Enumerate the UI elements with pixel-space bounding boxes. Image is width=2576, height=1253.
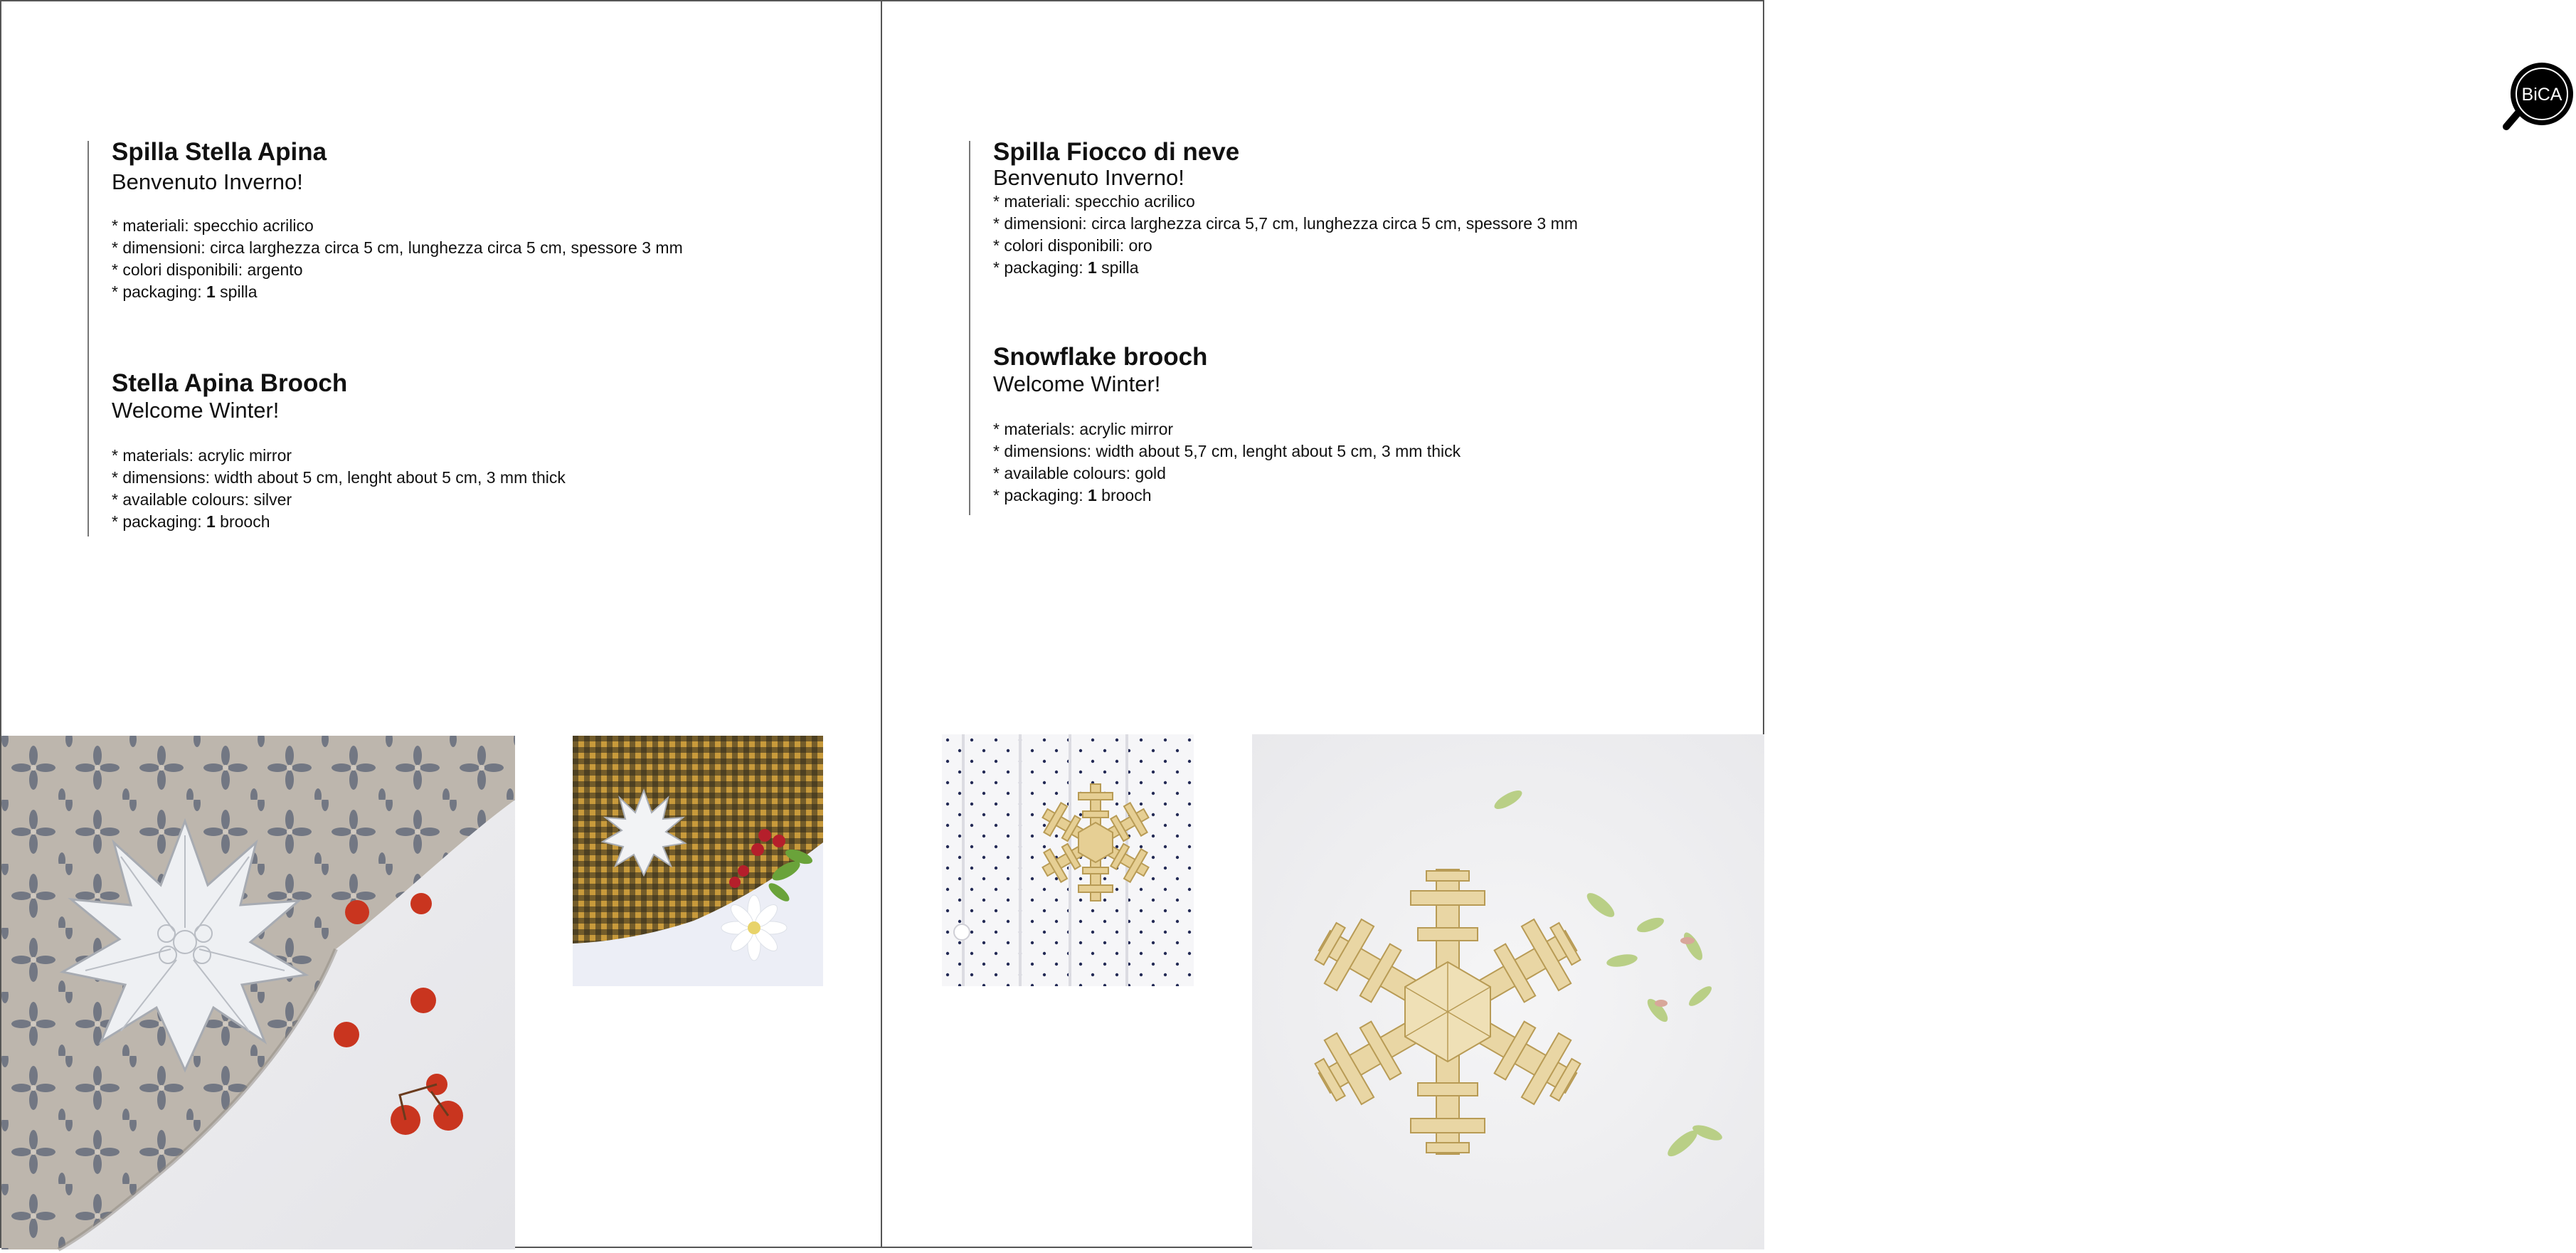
stella-it-specs <box>112 215 683 303</box>
photo-stella-plaid <box>573 736 823 986</box>
spec-packaging: * packaging: 1 brooch <box>993 486 1152 504</box>
spec-packaging: * packaging: 1 spilla <box>112 282 258 301</box>
spec-dimensions: * dimensions: width about 5 cm, lenght about 5 cm, 3 mm thick <box>112 468 566 487</box>
spec-materials: * materiali: specchio acrilico <box>993 192 1195 211</box>
photo-snowflake-leaves <box>1252 734 1764 1249</box>
stella-it-title: Spilla Stella Apina <box>112 138 327 166</box>
stella-it-subtitle: Benvenuto Inverno! <box>112 169 303 194</box>
spec-colours: * colori disponibili: oro <box>993 236 1152 255</box>
stella-en-subtitle: Welcome Winter! <box>112 398 280 423</box>
spec-colours: * available colours: silver <box>112 490 292 509</box>
logo-text: BiCA <box>2521 85 2562 105</box>
photo-snowflake-shirt <box>942 734 1194 986</box>
snowflake-en-block <box>993 342 1461 507</box>
left-page <box>0 0 882 1248</box>
stella-en-specs <box>112 445 566 533</box>
snowflake-en-title: Snowflake brooch <box>993 343 1208 371</box>
bica-logo <box>2502 58 2576 132</box>
snowflake-it-block <box>993 137 1578 279</box>
spec-dimensions: * dimensioni: circa larghezza circa 5,7 cm, lunghezza circa 5 cm, spessore 3 mm <box>993 214 1578 233</box>
photo-stella-fabric <box>1 736 515 1249</box>
spec-materials: * materials: acrylic mirror <box>112 446 292 465</box>
spec-colours: * colori disponibili: argento <box>112 260 303 279</box>
spec-dimensions: * dimensioni: circa larghezza circa 5 cm, lunghezza circa 5 cm, spessore 3 mm <box>112 238 683 257</box>
stella-it-block <box>112 137 683 303</box>
snowflake-en-specs <box>993 418 1461 507</box>
snowflake-it-title: Spilla Fiocco di neve <box>993 138 1240 166</box>
snowflake-en-subtitle: Welcome Winter! <box>993 371 1161 396</box>
snowflake-it-subtitle: Benvenuto Inverno! <box>993 165 1184 190</box>
right-page <box>882 0 2562 1248</box>
stella-en-block <box>112 368 566 533</box>
spec-packaging: * packaging: 1 spilla <box>993 258 1139 277</box>
right-vertical-rule <box>969 141 970 515</box>
spec-colours: * available colours: gold <box>993 464 1166 482</box>
spec-materials: * materiali: specchio acrilico <box>112 216 314 235</box>
left-vertical-rule <box>88 141 89 536</box>
spec-materials: * materials: acrylic mirror <box>993 420 1174 438</box>
spec-dimensions: * dimensions: width about 5,7 cm, lenght about 5 cm, 3 mm thick <box>993 442 1461 460</box>
spec-packaging: * packaging: 1 brooch <box>112 512 270 531</box>
stella-en-title: Stella Apina Brooch <box>112 369 348 397</box>
snowflake-it-specs <box>993 191 1578 279</box>
